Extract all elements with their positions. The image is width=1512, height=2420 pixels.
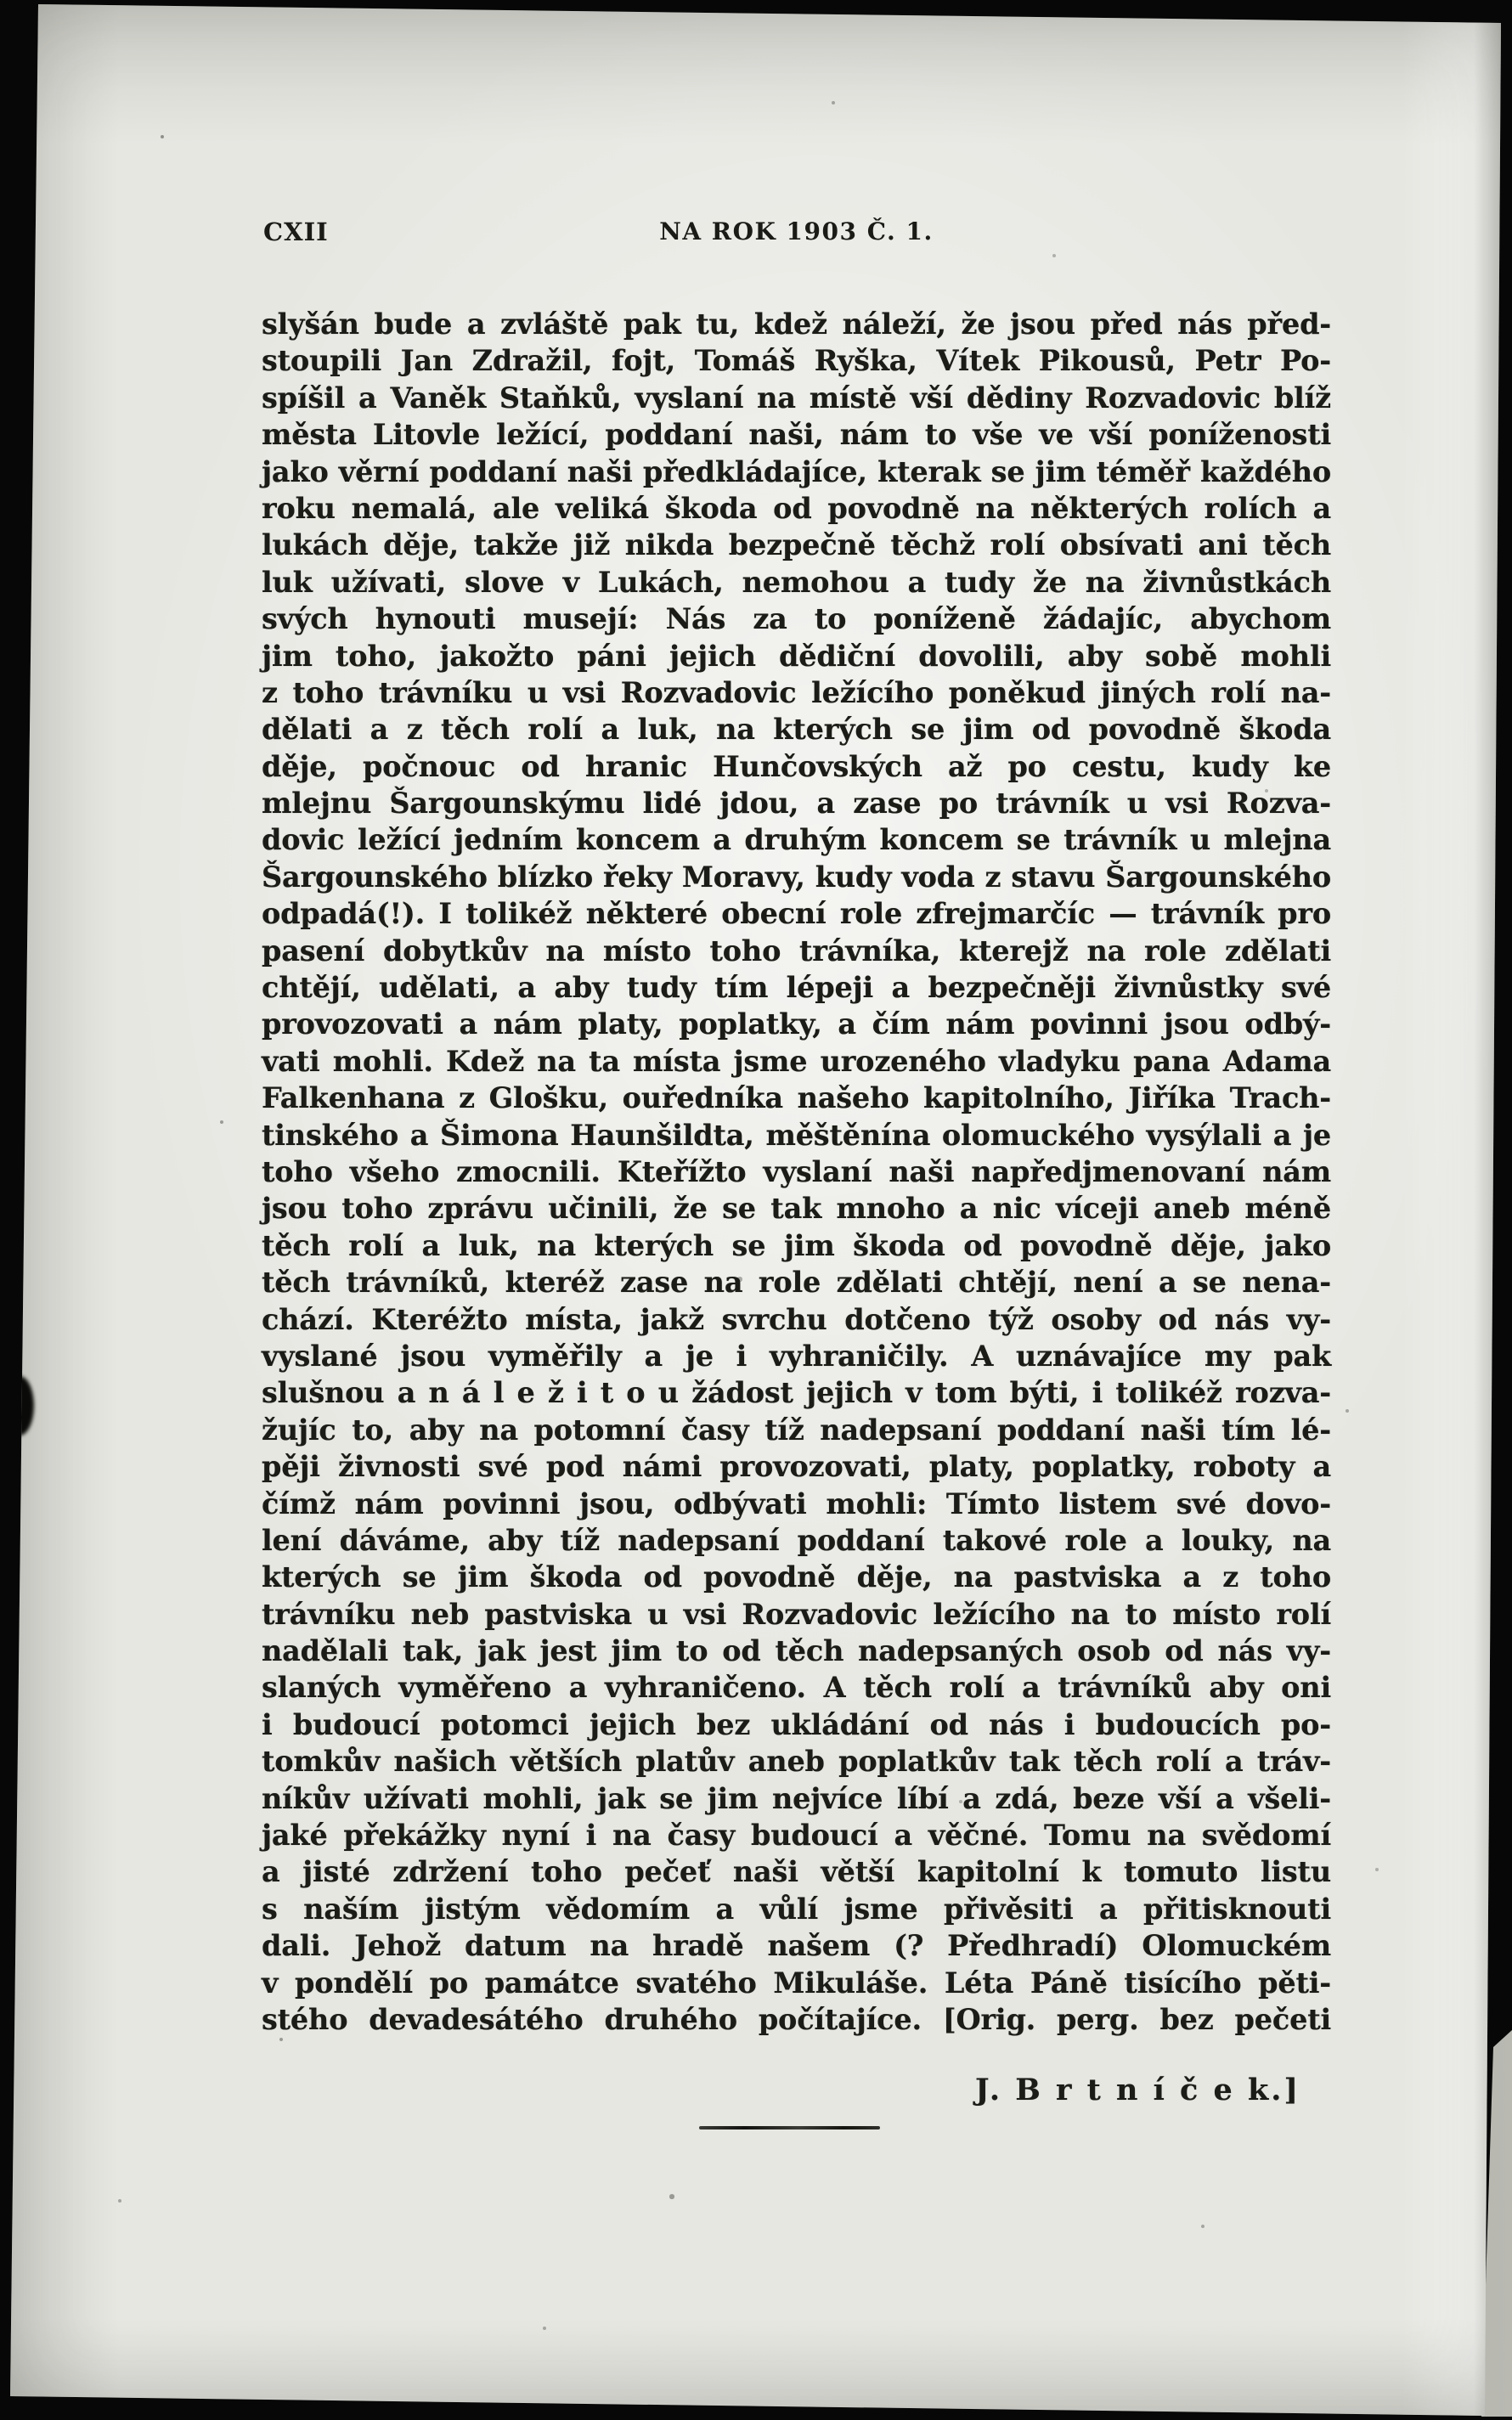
text-line: z toho trávníku u vsi Rozvadovic ležícího poněkud jiných rolí na- (262, 675, 1331, 709)
text-line: chází. Kteréžto místa, jakž svrchu dotčeno týž osoby od nás vy- (262, 1302, 1331, 1336)
text-line: dali. Jehož datum na hradě našem (? Předhradí) Olomuckém (262, 1929, 1331, 1963)
document-body (262, 306, 1331, 2038)
page-header (262, 217, 1331, 251)
text-line: i budoucí potomci jejich bez ukládání od nás i budoucích po- (262, 1707, 1331, 1741)
text-line: pěji živnosti své pod námi provozovati, platy, poplatky, roboty a (262, 1450, 1331, 1484)
text-line: jim toho, jakožto páni jejich dědiční dovolili, aby sobě mohli (262, 639, 1331, 673)
text-line: dovic ležící jedním koncem a druhým koncem se trávník u mlejna (262, 823, 1331, 857)
text-line: a jisté zdržení toho pečeť naši větší kapitolní k tomuto listu (262, 1855, 1331, 1889)
text-line: slyšán bude a zvláště pak tu, kdež náleží, že jsou před nás před- (262, 307, 1331, 341)
text-line: kterých se jim škoda od povodně děje, na pastviska a z toho (262, 1560, 1331, 1594)
text-line: vyslané jsou vyměřily a je i vyhraničily. A uznávajíce my pak (262, 1339, 1331, 1373)
text-line: Falkenhana z Glošku, ouředníka našeho kapitolního, Jiříka Trach- (262, 1081, 1331, 1115)
text-line: těch rolí a luk, na kterých se jim škoda od povodně děje, jako (262, 1228, 1331, 1262)
text-line: stoupili Jan Zdražil, fojt, Tomáš Ryška, Vítek Pikousů, Petr Po- (262, 344, 1331, 378)
text-line: luk užívati, slove v Lukách, nemohou a tudy že na živnůstkách (262, 565, 1331, 599)
text-line: roku nemalá, ale veliká škoda od povodně na některých rolích a (262, 491, 1331, 525)
text-line: trávníku neb pastviska u vsi Rozvadovic ležícího na to místo rolí (262, 1597, 1331, 1631)
text-line: lení dáváme, aby tíž nadepsaní poddaní takové role a louky, na (262, 1523, 1331, 1557)
text-line: chtějí, udělati, a aby tudy tím lépeji a bezpečněji živnůstky své (262, 971, 1331, 1005)
text-line: odpadá(!). I tolikéž některé obecní role zfrejmarčíc — trávník pro (262, 897, 1331, 931)
text-line: města Litovle ležící, poddaní naši, nám to vše ve vší poníženosti (262, 418, 1331, 452)
text-line: žujíc to, aby na potomní časy tíž nadepsaní poddaní naši tím lé- (262, 1413, 1331, 1447)
text-line: jako věrní poddaní naši předkládajíce, kterak se jim téměř každého (262, 454, 1331, 488)
text-line: čímž nám povinni jsou, odbývati mohli: Tímto listem své dovo- (262, 1486, 1331, 1520)
text-line: tinského a Šimona Haunšildta, měštěnína olomuckého vysýlali a je (262, 1118, 1331, 1152)
folio-number: CXII (263, 217, 329, 246)
text-line: s naším jistým vědomím a vůlí jsme přivěsiti a přitisknouti (262, 1892, 1331, 1926)
running-title: NA ROK 1903 Č. 1. (659, 217, 934, 245)
text-line: stého devadesátého druhého počítajíce. [Orig. perg. bez pečeti (262, 2002, 1331, 2036)
text-line: svých hynouti musejí: Nás za to poníženě žádajíc, abychom (262, 602, 1331, 636)
text-line: dělati a z těch rolí a luk, na kterých se jim od povodně škoda (262, 713, 1331, 747)
text-line: slušnou a n á l e ž i t o u žádost jejich v tom býti, i tolikéž rozva- (262, 1376, 1331, 1410)
text-line: slaných vyměřeno a vyhraničeno. A těch rolí a trávníků aby oni (262, 1671, 1331, 1705)
text-line: lukách děje, takže již nikda bezpečně těchž rolí obsívati ani těch (262, 528, 1331, 562)
end-rule (699, 2126, 880, 2129)
text-line: jsou toho zprávu učinili, že se tak mnoho a nic víceji aneb méně (262, 1192, 1331, 1226)
text-line: mlejnu Šargounskýmu lidé jdou, a zase po trávník u vsi Rozva- (262, 787, 1331, 821)
editor-signature: J. B r t n í č e k.] (974, 2073, 1300, 2107)
text-line: spíšil a Vaněk Staňků, vyslaní na místě vší dědiny Rozvadovic blíž (262, 381, 1331, 415)
text-line: pasení dobytkův na místo toho trávníka, kterejž na role zdělati (262, 934, 1331, 967)
text-line: v pondělí po památce svatého Mikuláše. Léta Páně tisícího pěti- (262, 1966, 1331, 2000)
text-line: tomkův našich větších platův aneb poplatkův tak těch rolí a tráv- (262, 1745, 1331, 1779)
text-line: toho všeho zmocnili. Kteřížto vyslaní naši napředjmenovaní nám (262, 1154, 1331, 1188)
text-line: těch trávníků, kteréž zase na role zdělati chtějí, není a se nena- (262, 1266, 1331, 1300)
text-line: nadělali tak, jak jest jim to od těch nadepsaných osob od nás vy- (262, 1634, 1331, 1668)
text-line: jaké překážky nyní i na časy budoucí a věčné. Tomu na svědomí (262, 1819, 1331, 1853)
text-line: vati mohli. Kdež na ta místa jsme urozeného vladyku pana Adama (262, 1044, 1331, 1078)
text-line: Šargounského blízko řeky Moravy, kudy voda z stavu Šargounského (262, 860, 1331, 894)
text-line: provozovati a nám platy, poplatky, a čím nám povinni jsou odbý- (262, 1007, 1331, 1041)
text-line: níkův užívati mohli, jak se jim nejvíce líbí a zdá, beze vší a všeli- (262, 1781, 1331, 1815)
text-line: děje, počnouc od hranic Hunčovských až po cestu, kudy ke (262, 749, 1331, 783)
